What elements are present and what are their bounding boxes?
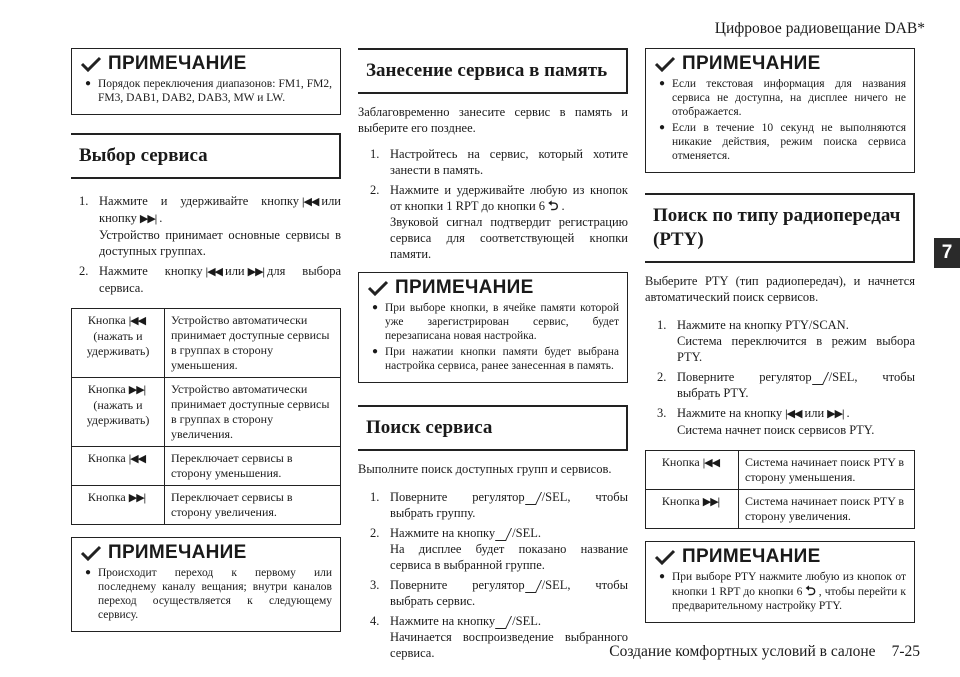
- note-box: [645, 541, 915, 623]
- column-3: [645, 48, 915, 633]
- back-arrow-icon: ⮌: [805, 583, 816, 598]
- next-track-icon: ▶▶|: [827, 408, 844, 420]
- knob-icon: [525, 492, 542, 505]
- step: 2. Нажмите и удерживайте любую из кнопок от кнопки 1 RPT до кнопки 6 ⮌ . Звуковой сигнал подтвердит регистрацию сервиса для соответствующей кнопки памяти.: [370, 183, 628, 261]
- next-track-icon: ▶▶|: [702, 496, 720, 508]
- note-title: ПРИМЕЧАНИЕ: [682, 546, 821, 567]
- note-box: [71, 48, 341, 115]
- page-footer: [609, 643, 920, 661]
- footer-text: Создание комфортных условий в салоне: [609, 643, 876, 660]
- note-title: ПРИМЕЧАНИЕ: [395, 277, 534, 298]
- prev-track-icon: |◀◀: [128, 453, 146, 465]
- note-box: [71, 537, 341, 632]
- step: 2. Нажмите на кнопку /SEL. На дисплее будет показано название сервиса в выбранной группе.: [370, 526, 628, 572]
- step: 3. Нажмите на кнопку |◀◀ или ▶▶| . Система начнет поиск сервисов PTY.: [657, 406, 875, 437]
- note-item: ● Порядок переключения диапазонов: FM1, FM2, FM3, DAB1, DAB2, DAB3, MW и LW.: [98, 77, 332, 105]
- chapter-tab: 7: [934, 238, 960, 268]
- function-table: Кнопка |◀◀ (нажать и удерживать) Устройство автоматически принимает доступные сервисы в группах в сторону уменьшения. Кнопка ▶▶| (нажать и удерживать) Устройство автоматически принимает доступные сервисы в группах в сторону увеличения. Кнопка |◀◀ Переключает сервисы в сторону уменьшения. Кнопка ▶▶| Переключает сервисы в сторону увеличения.: [71, 308, 341, 525]
- page-header: Цифровое радиовещание DAB*: [714, 20, 925, 37]
- note-pencil-icon: [80, 56, 102, 72]
- note-item: ● Если в течение 10 секунд не выполняются никакие действия, режим поиска сервиса отменяется.: [672, 121, 906, 163]
- step: 1. Нажмите и удерживайте кнопку |◀◀ или кнопку ▶▶| . Устройство принимает основные сервисы в доступных группах.: [79, 194, 341, 258]
- note-item: ● При нажатии кнопки памяти будет выбрана настройка сервиса, ранее занесенная в память.: [385, 345, 619, 373]
- prev-track-icon: |◀◀: [205, 266, 222, 278]
- prev-track-icon: |◀◀: [702, 457, 720, 469]
- note-pencil-icon: [367, 280, 389, 296]
- step: 1. Поверните регулятор /SEL, чтобы выбрать группу.: [370, 490, 628, 520]
- function-table: Кнопка |◀◀ Система начинает поиск PTY в сторону уменьшения. Кнопка ▶▶| Система начинает поиск PTY в сторону увеличения.: [645, 450, 915, 529]
- note-pencil-icon: [80, 545, 102, 561]
- note-item: ● При выборе PTY нажмите любую из кнопок от кнопки 1 RPT до кнопки 6 ⮌ , чтобы перейти к предварительному настройку PTY.: [672, 570, 906, 613]
- section-title: Занесение сервиса в память: [358, 48, 628, 94]
- step: 3. Поверните регулятор /SEL, чтобы выбрать сервис.: [370, 578, 628, 608]
- note-title: ПРИМЕЧАНИЕ: [108, 542, 247, 563]
- note-pencil-icon: [654, 56, 676, 72]
- step: 1. Нажмите на кнопку PTY/SCAN. Система переключится в режим выбора PTY.: [657, 318, 915, 364]
- note-title: ПРИМЕЧАНИЕ: [108, 53, 247, 74]
- intro-text: Выберите PTY (тип радиопередач), и начнется автоматический поиск сервисов.: [645, 274, 915, 304]
- note-title: ПРИМЕЧАНИЕ: [682, 53, 821, 74]
- knob-icon: [525, 580, 542, 593]
- note-item: ● При выборе кнопки, в ячейке памяти которой уже зарегистрирован сервис, будет перезаписана новая настройка.: [385, 301, 619, 343]
- prev-track-icon: |◀◀: [128, 315, 146, 327]
- section-title: Поиск сервиса: [358, 405, 628, 451]
- intro-text: Выполните поиск доступных групп и сервисов.: [358, 462, 612, 476]
- knob-icon: [495, 616, 512, 629]
- next-track-icon: ▶▶|: [247, 266, 264, 278]
- next-track-icon: ▶▶|: [128, 384, 146, 396]
- knob-icon: [812, 372, 829, 385]
- back-arrow-icon: ⮌: [548, 198, 559, 213]
- note-pencil-icon: [654, 549, 676, 565]
- note-item: ● Если текстовая информация для названия сервиса не доступна, на дисплее ничего не отображается.: [672, 77, 906, 119]
- prev-track-icon: |◀◀: [785, 408, 802, 420]
- page-number: 7-25: [891, 643, 920, 660]
- column-1: [71, 48, 341, 642]
- note-item: ● Происходит переход к первому или последнему каналу вещания; внутри каналов переход осуществляется к следующему сервису.: [98, 566, 332, 622]
- step: 2. Поверните регулятор /SEL, чтобы выбрать PTY.: [657, 370, 915, 400]
- step: 2. Нажмите кнопку |◀◀ или ▶▶| для выбора сервиса.: [79, 264, 342, 295]
- intro-text: Заблаговременно занесите сервис в память и выберите его позднее.: [358, 105, 628, 135]
- knob-icon: [495, 528, 512, 541]
- column-2: [358, 48, 628, 665]
- next-track-icon: ▶▶|: [139, 213, 157, 225]
- note-box: [645, 48, 915, 173]
- section-title: Поиск по типу радиопередач (PTY): [645, 193, 915, 263]
- note-box: [358, 272, 628, 383]
- prev-track-icon: |◀◀: [302, 196, 319, 208]
- step: 1. Настройтесь на сервис, который хотите занести в память.: [370, 147, 628, 177]
- step: 4. Нажмите на кнопку /SEL. Начинается воспроизведение выбранного сервиса.: [370, 614, 628, 660]
- next-track-icon: ▶▶|: [128, 492, 146, 504]
- section-title: Выбор сервиса: [71, 133, 341, 179]
